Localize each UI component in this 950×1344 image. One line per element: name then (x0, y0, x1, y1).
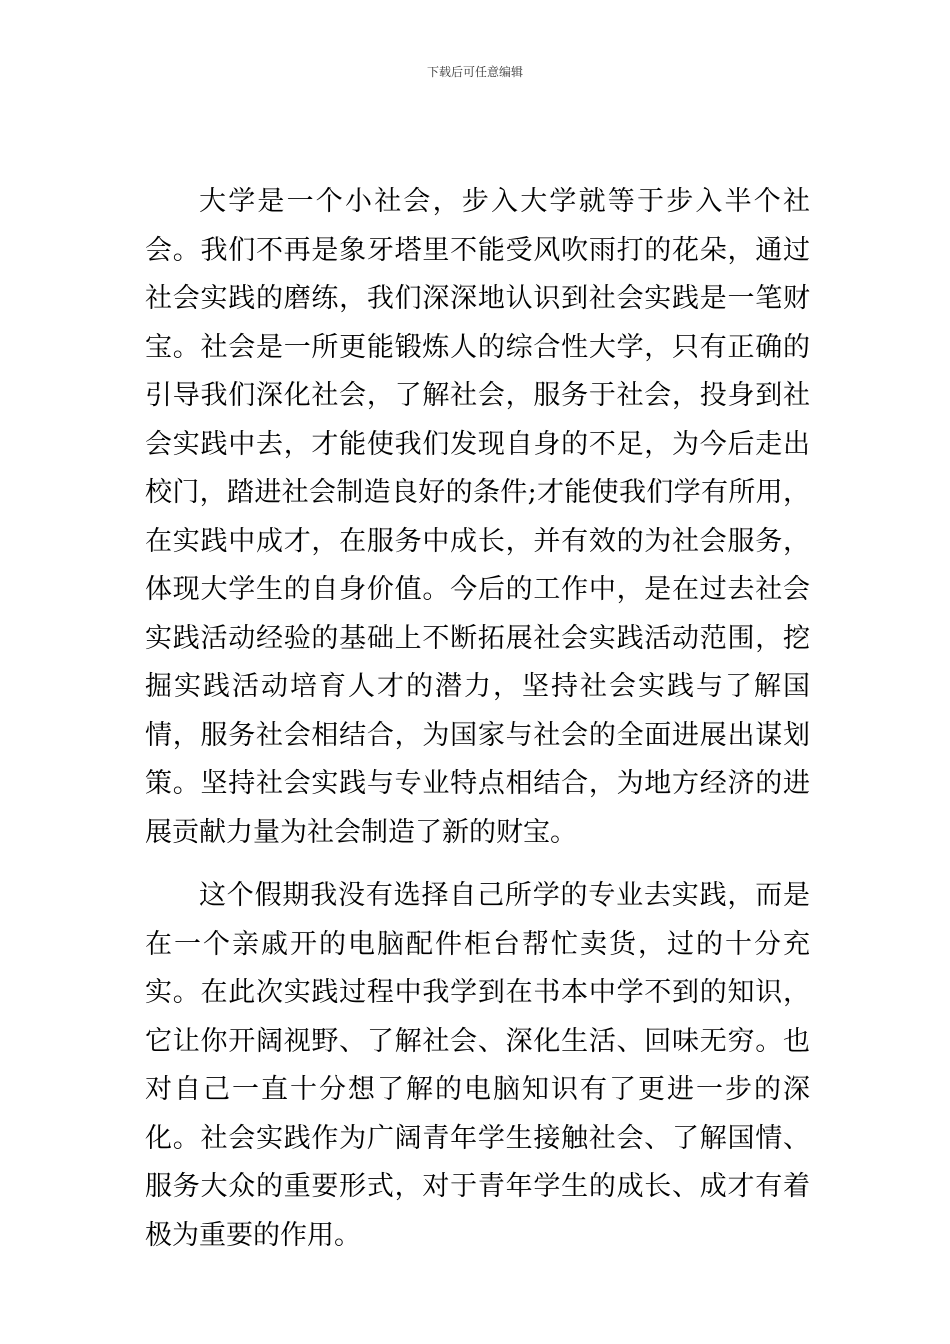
body-paragraph-1-container (145, 178, 810, 857)
body-paragraph: 这个假期我没有选择自己所学的专业去实践，而是在一个亲戚开的电脑配件柜台帮忙卖货，过的十分充实。在此次实践过程中我学到在书本中学不到的知识，它让你开阔视野、了解社会、深化生活、回味无穷。也对自己一直十分想了解的电脑知识有了更进一步的深化。社会实践作为广阔青年学生接触社会、了解国情、服务大众的重要形式，对于青年学生的成长、成才有着极为重要的作用。 (145, 880, 810, 1251)
body-paragraph: 大学是一个小社会，步入大学就等于步入半个社会。我们不再是象牙塔里不能受风吹雨打的花朵，通过社会实践的磨练，我们深深地认识到社会实践是一笔财宝。社会是一所更能锻炼人的综合性大学，只有正确的引导我们深化社会，了解社会，服务于社会，投身到社会实践中去，才能使我们发现自身的不足，为今后走出校门，踏进社会制造良好的条件;才能使我们学有所用，在实践中成才，在服务中成长，并有效的为社会服务，体现大学生的自身价值。今后的工作中，是在过去社会实践活动经验的基础上不断拓展社会实践活动范围，挖掘实践活动培育人才的潜力，坚持社会实践与了解国情，服务社会相结合，为国家与社会的全面进展出谋划策。坚持社会实践与专业特点相结合，为地方经济的进展贡献力量为社会制造了新的财宝。 (145, 186, 810, 848)
body-paragraph-2-container (145, 872, 810, 1260)
page-header: 下载后可任意编辑 (426, 65, 523, 79)
